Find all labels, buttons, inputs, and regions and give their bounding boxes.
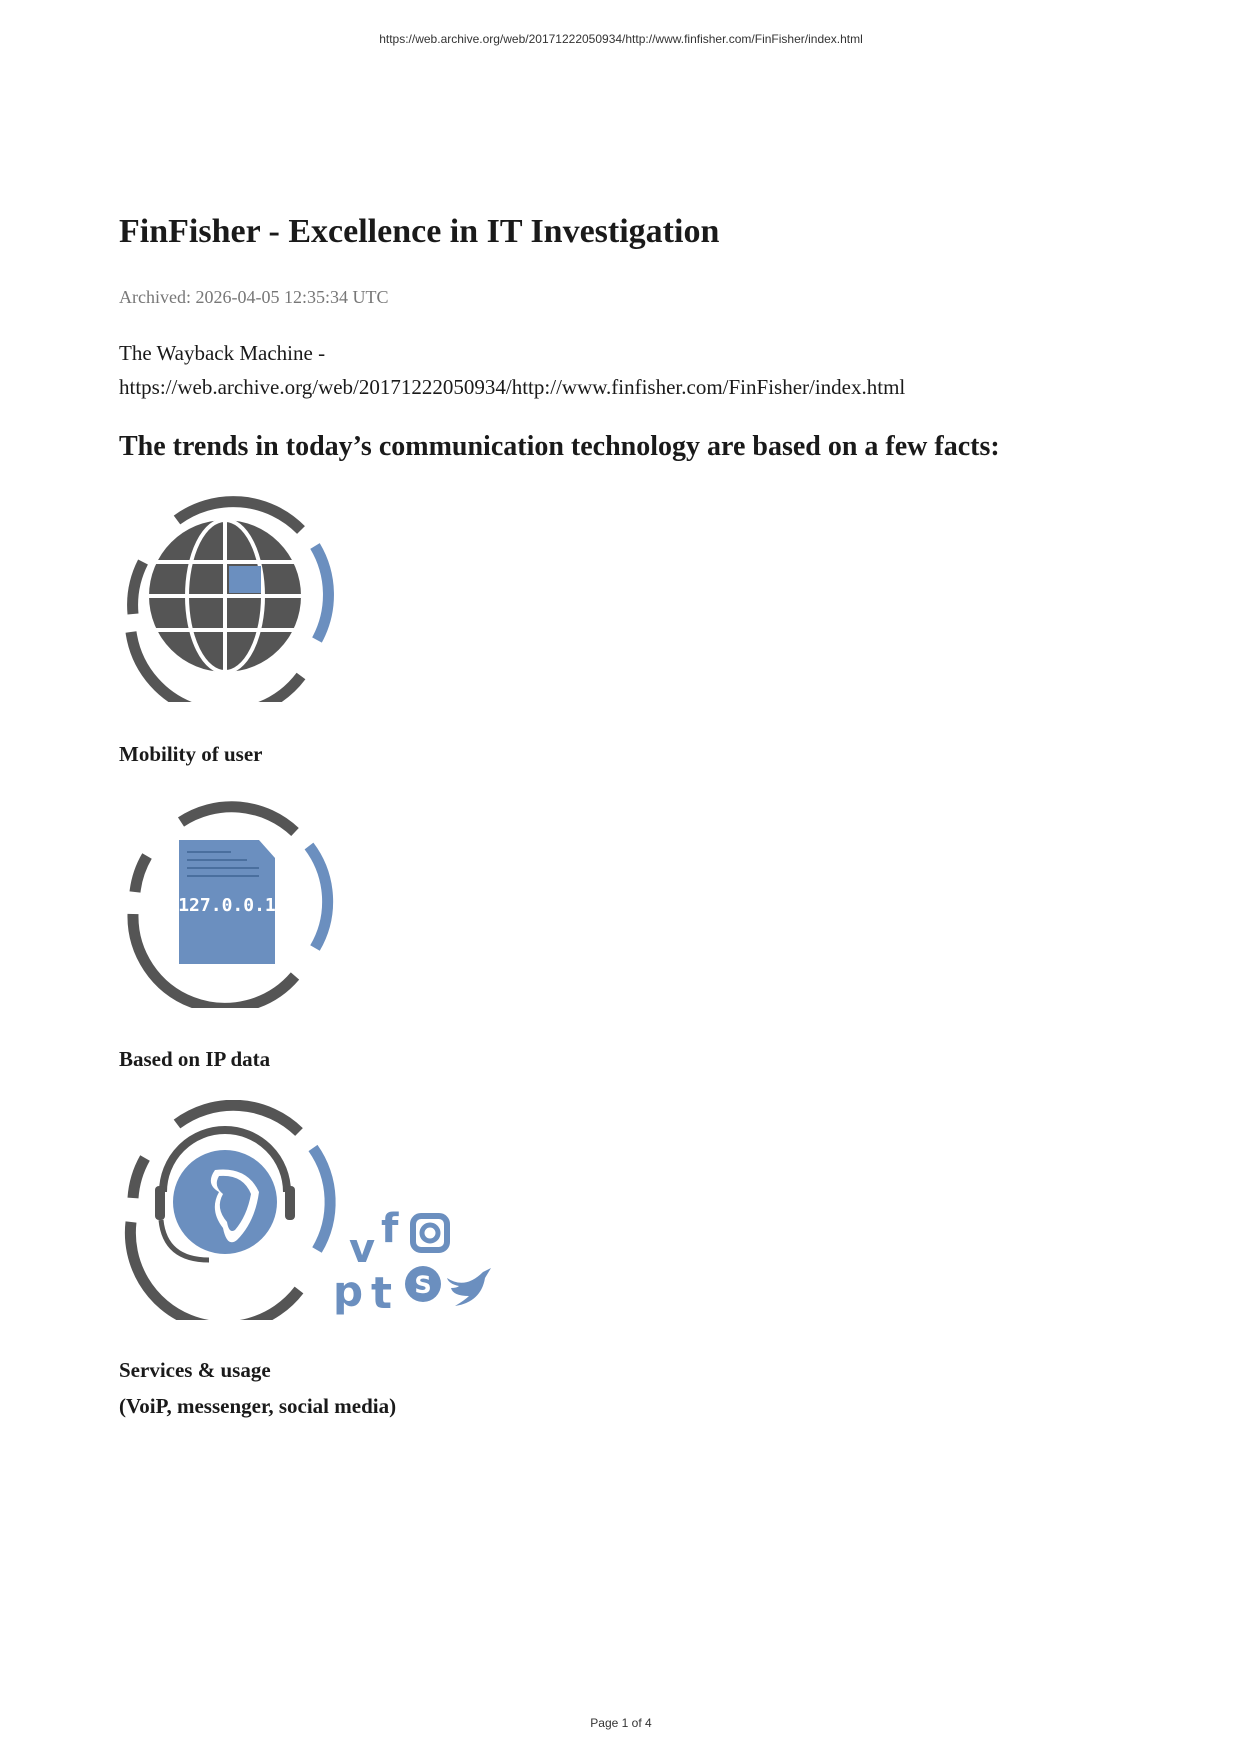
ring-arc-left	[133, 562, 143, 614]
source-block	[119, 336, 905, 404]
social-icons	[333, 1206, 491, 1319]
source-url-link[interactable]: https://web.archive.org/web/20171222050934/http://www.finfisher.com/FinFisher/index.html	[119, 375, 906, 399]
ring-arc-right-blue	[309, 846, 328, 948]
ip-address-text: 127.0.0.1	[178, 895, 276, 916]
headset-globe-icon	[119, 1100, 509, 1320]
globe-icon	[119, 490, 335, 702]
tumblr-icon: t	[371, 1268, 393, 1319]
archived-timestamp: Archived: 2026-04-05 12:35:34 UTC	[119, 287, 389, 307]
pinterest-icon: p	[333, 1267, 364, 1316]
globe-grid	[149, 520, 301, 672]
ring-arc-left	[135, 856, 147, 892]
instagram-icon	[413, 1216, 447, 1250]
ring-arc-right-blue	[315, 546, 328, 640]
fact-label-services-line1: Services & usage	[119, 1358, 271, 1382]
fact-label-ip-data: Based on IP data	[119, 1047, 271, 1071]
source-prefix: The Wayback Machine -	[119, 341, 326, 365]
ring-arc-top	[181, 807, 295, 832]
twitter-icon	[447, 1268, 491, 1306]
fact-label-mobility: Mobility of user	[119, 742, 263, 766]
print-header-url: https://web.archive.org/web/20171222050934/http://www.finfisher.com/FinFisher/index.html	[379, 32, 863, 46]
ring-arc-right-blue	[313, 1148, 330, 1250]
page-number: Page 1 of 4	[590, 1716, 652, 1730]
ip-document-icon	[119, 796, 335, 1008]
svg-text:S: S	[414, 1271, 432, 1299]
skype-icon	[405, 1266, 441, 1302]
page-title: FinFisher - Excellence in IT Investigation	[119, 213, 720, 250]
fact-label-services	[119, 1352, 396, 1424]
vimeo-icon: v	[349, 1226, 376, 1272]
facebook-icon: f	[381, 1206, 399, 1252]
section-heading: The trends in today’s communication technology are based on a few facts:	[119, 431, 1000, 462]
ring-arc-left	[133, 1158, 145, 1198]
fact-label-services-line2: (VoiP, messenger, social media)	[119, 1394, 397, 1418]
